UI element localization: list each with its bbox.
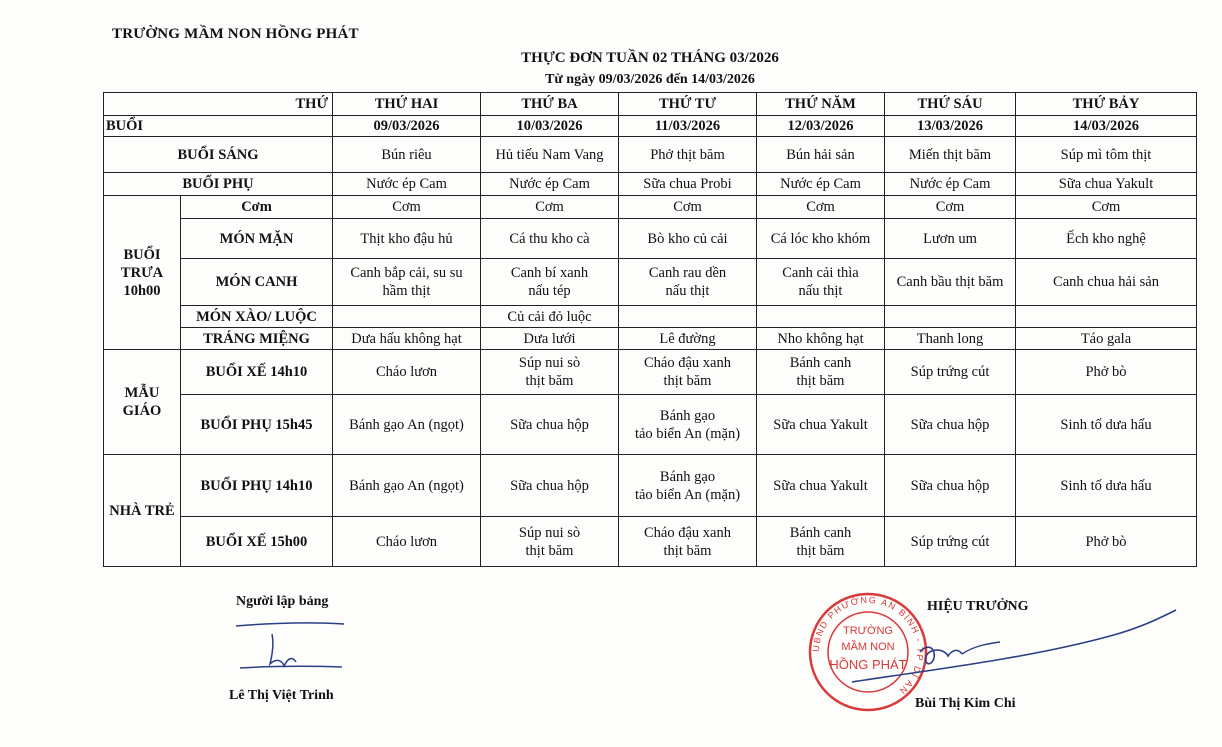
cell-line: Súp nui sò — [518, 355, 581, 371]
dish-type-label: Cơm — [181, 196, 333, 219]
dish-type-label: MÓN MẶN — [181, 219, 333, 259]
menu-cell: Phở thịt băm — [619, 137, 757, 173]
menu-cell: Nước ép Cam — [481, 173, 619, 196]
cell-line: Canh bí xanh — [510, 265, 589, 281]
cell-line: hầm thịt — [382, 283, 431, 299]
snack-session-label: BUỔI PHỤ 15h45 — [181, 395, 333, 455]
snack-session-label: BUỔI XẾ 14h10 — [181, 350, 333, 395]
school-name: TRƯỜNG MẦM NON HỒNG PHÁT — [112, 26, 359, 42]
cell-line: Bánh canh — [789, 524, 852, 541]
menu-cell: Sữa chua Probi — [619, 173, 757, 196]
dish-type-label: MÓN CANH — [181, 259, 333, 306]
menu-cell — [1016, 259, 1197, 306]
session-label: BUỔI SÁNG — [104, 137, 333, 173]
menu-cell: Cơm — [757, 196, 885, 219]
menu-title: THỰC ĐƠN TUẦN 02 THÁNG 03/2026 — [521, 50, 779, 66]
menu-cell — [757, 350, 885, 395]
menu-cell — [619, 306, 757, 328]
cell-line: Cháo lươn — [375, 533, 438, 550]
cell-line: Cháo đậu xanh — [644, 524, 731, 541]
label-line: TRƯA — [120, 264, 164, 281]
menu-cell — [885, 259, 1016, 306]
creator-label: Người lập bảng — [236, 594, 329, 609]
cell-line: Phở bò — [1085, 364, 1127, 380]
menu-cell: Lê đường — [619, 328, 757, 350]
cell-line: nấu thịt — [665, 283, 710, 299]
cell-line: Bánh gạo — [659, 468, 716, 485]
cell-line: Bánh canh — [789, 355, 852, 371]
cell-line: tảo biển An (mặn) — [634, 425, 741, 442]
day-date: 11/03/2026 — [619, 116, 757, 137]
day-name: THỨ SÁU — [885, 93, 1016, 116]
table-row — [104, 173, 1197, 196]
principal-name: Bùi Thị Kim Chi — [915, 696, 1016, 711]
menu-cell — [619, 517, 757, 567]
menu-cell: Bún riêu — [333, 137, 481, 173]
stamp-line: MẦM NON — [841, 641, 895, 653]
menu-cell: Dưa hấu không hạt — [333, 328, 481, 350]
cell-line: Súp nui sò — [518, 524, 581, 541]
cell-line: nấu thịt — [798, 283, 843, 299]
menu-cell: Dưa lưới — [481, 328, 619, 350]
cell-line: thịt băm — [525, 542, 574, 559]
day-name: THỨ TƯ — [619, 93, 757, 116]
day-name: THỨ NĂM — [757, 93, 885, 116]
day-date: 09/03/2026 — [333, 116, 481, 137]
menu-cell — [481, 517, 619, 567]
lunch-session-label — [104, 196, 181, 350]
principal-signature-icon — [850, 600, 1180, 700]
menu-cell: Nước ép Cam — [885, 173, 1016, 196]
cell-line: Bánh gạo An (ngọt) — [349, 477, 464, 494]
cell-line: thịt băm — [663, 542, 712, 559]
menu-cell: Nước ép Cam — [333, 173, 481, 196]
cell-line: Sinh tố dưa hấu — [1060, 416, 1152, 433]
menu-cell: Cơm — [619, 196, 757, 219]
menu-cell — [333, 455, 481, 517]
cell-line: Canh cải thìa — [782, 265, 859, 281]
cell-line: thịt băm — [796, 542, 845, 559]
menu-cell: Cơm — [885, 196, 1016, 219]
cell-line: thịt băm — [525, 373, 574, 389]
cell-line: Sữa chua hộp — [910, 477, 990, 494]
creator-name: Lê Thị Việt Trinh — [229, 688, 334, 703]
menu-cell — [333, 350, 481, 395]
table-row — [104, 455, 1197, 517]
menu-cell: Cơm — [1016, 196, 1197, 219]
menu-cell — [757, 395, 885, 455]
menu-cell: Bún hải sản — [757, 137, 885, 173]
menu-cell: Thịt kho đậu hủ — [333, 219, 481, 259]
menu-cell — [885, 306, 1016, 328]
weekly-menu-table — [103, 92, 1197, 567]
cell-line: Cháo lươn — [375, 364, 438, 380]
menu-cell: Cá thu kho cà — [481, 219, 619, 259]
menu-cell — [333, 306, 481, 328]
label-line: 10h00 — [123, 282, 161, 299]
menu-cell — [885, 517, 1016, 567]
cell-line: Sữa chua hộp — [510, 416, 589, 433]
menu-cell: Ếch kho nghệ — [1016, 219, 1197, 259]
stamp-ring-text: UBND PHƯỜNG AN BÌNH - TP DĨ AN — [810, 594, 926, 697]
table-row — [104, 137, 1197, 173]
menu-cell — [481, 259, 619, 306]
day-date: 10/03/2026 — [481, 116, 619, 137]
day-date: 12/03/2026 — [757, 116, 885, 137]
day-date: 14/03/2026 — [1016, 116, 1197, 137]
cell-line: Canh bắp cải, su su — [350, 265, 463, 281]
menu-cell: Cơm — [333, 196, 481, 219]
cell-line: Súp trứng cút — [910, 533, 990, 550]
date-header-row — [104, 116, 1197, 137]
menu-cell: Bò kho củ cải — [619, 219, 757, 259]
menu-cell — [333, 259, 481, 306]
menu-cell — [757, 306, 885, 328]
nursery-label: NHÀ TRẺ — [104, 455, 181, 567]
menu-cell: Nước ép Cam — [757, 173, 885, 196]
menu-cell — [757, 259, 885, 306]
menu-cell — [481, 455, 619, 517]
menu-cell — [885, 395, 1016, 455]
label-line: GIÁO — [122, 403, 162, 419]
menu-cell: Thanh long — [885, 328, 1016, 350]
cell-line: Canh bầu thịt băm — [896, 274, 1004, 290]
cell-line: Sữa chua Yakult — [773, 477, 868, 494]
cell-line: Canh chua hải sản — [1053, 274, 1159, 290]
menu-cell — [1016, 306, 1197, 328]
menu-cell — [481, 395, 619, 455]
menu-cell — [333, 395, 481, 455]
dish-type-label: MÓN XÀO/ LUỘC — [181, 306, 333, 328]
cell-line: Canh rau dền — [648, 265, 727, 281]
stamp-line: HỒNG PHÁT — [829, 657, 907, 672]
menu-cell — [619, 350, 757, 395]
menu-cell — [1016, 517, 1197, 567]
menu-cell: Cơm — [481, 196, 619, 219]
menu-date-range: Từ ngày 09/03/2026 đến 14/03/2026 — [545, 72, 755, 87]
menu-cell: Hủ tiếu Nam Vang — [481, 137, 619, 173]
cell-line: Súp trứng cút — [910, 364, 990, 380]
corner-session-label: BUỔI — [104, 116, 333, 137]
snack-session-label: BUỔI PHỤ 14h10 — [181, 455, 333, 517]
table-row — [104, 517, 1197, 567]
menu-cell — [885, 455, 1016, 517]
menu-cell: Sữa chua Yakult — [1016, 173, 1197, 196]
table-row — [104, 328, 1197, 350]
cell-line: thịt băm — [796, 373, 845, 389]
snack-session-label: BUỔI XẾ 15h00 — [181, 517, 333, 567]
menu-cell — [333, 517, 481, 567]
stamp-line: TRƯỜNG — [843, 625, 893, 637]
day-date: 13/03/2026 — [885, 116, 1016, 137]
cell-line: Sữa chua hộp — [910, 416, 990, 433]
day-name: THỨ BẢY — [1016, 93, 1197, 116]
cell-line: thịt băm — [663, 373, 712, 389]
table-row — [104, 350, 1197, 395]
menu-cell — [1016, 455, 1197, 517]
menu-cell: Nho không hạt — [757, 328, 885, 350]
day-header-row — [104, 93, 1197, 116]
cell-line: tảo biển An (mặn) — [634, 486, 741, 503]
menu-cell — [481, 350, 619, 395]
menu-cell: Táo gala — [1016, 328, 1197, 350]
cell-line: Cháo đậu xanh — [644, 355, 731, 371]
menu-cell — [1016, 395, 1197, 455]
menu-cell — [757, 517, 885, 567]
cell-line: Bánh gạo An (ngọt) — [349, 416, 464, 433]
menu-cell: Củ cải đỏ luộc — [481, 306, 619, 328]
day-name: THỨ BA — [481, 93, 619, 116]
table-row — [104, 395, 1197, 455]
cell-line: Bánh gạo — [659, 407, 716, 424]
menu-cell: Lươn um — [885, 219, 1016, 259]
cell-line: Sinh tố dưa hấu — [1060, 477, 1152, 494]
menu-cell — [619, 259, 757, 306]
principal-label: HIỆU TRƯỞNG — [927, 599, 1029, 614]
table-row — [104, 196, 1197, 219]
dish-type-label: TRÁNG MIỆNG — [181, 328, 333, 350]
table-row — [104, 219, 1197, 259]
kindergarten-label — [104, 350, 181, 455]
menu-cell — [757, 455, 885, 517]
cell-line: Sữa chua hộp — [510, 477, 589, 494]
menu-cell: Miến thịt băm — [885, 137, 1016, 173]
label-line: MẪU — [124, 385, 160, 401]
menu-cell — [619, 455, 757, 517]
table-row — [104, 259, 1197, 306]
cell-line: Phở bò — [1085, 533, 1127, 550]
cell-line: nấu tép — [528, 283, 571, 299]
menu-cell — [885, 350, 1016, 395]
menu-cell — [619, 395, 757, 455]
session-label: BUỔI PHỤ — [104, 173, 333, 196]
creator-signature-icon — [232, 620, 352, 676]
menu-cell — [1016, 350, 1197, 395]
menu-cell: Cá lóc kho khóm — [757, 219, 885, 259]
label-line: BUỔI — [123, 246, 161, 263]
day-name: THỨ HAI — [333, 93, 481, 116]
corner-day-label: THỨ — [104, 93, 333, 116]
menu-cell: Súp mì tôm thịt — [1016, 137, 1197, 173]
cell-line: Sữa chua Yakult — [773, 416, 868, 433]
table-row — [104, 306, 1197, 328]
